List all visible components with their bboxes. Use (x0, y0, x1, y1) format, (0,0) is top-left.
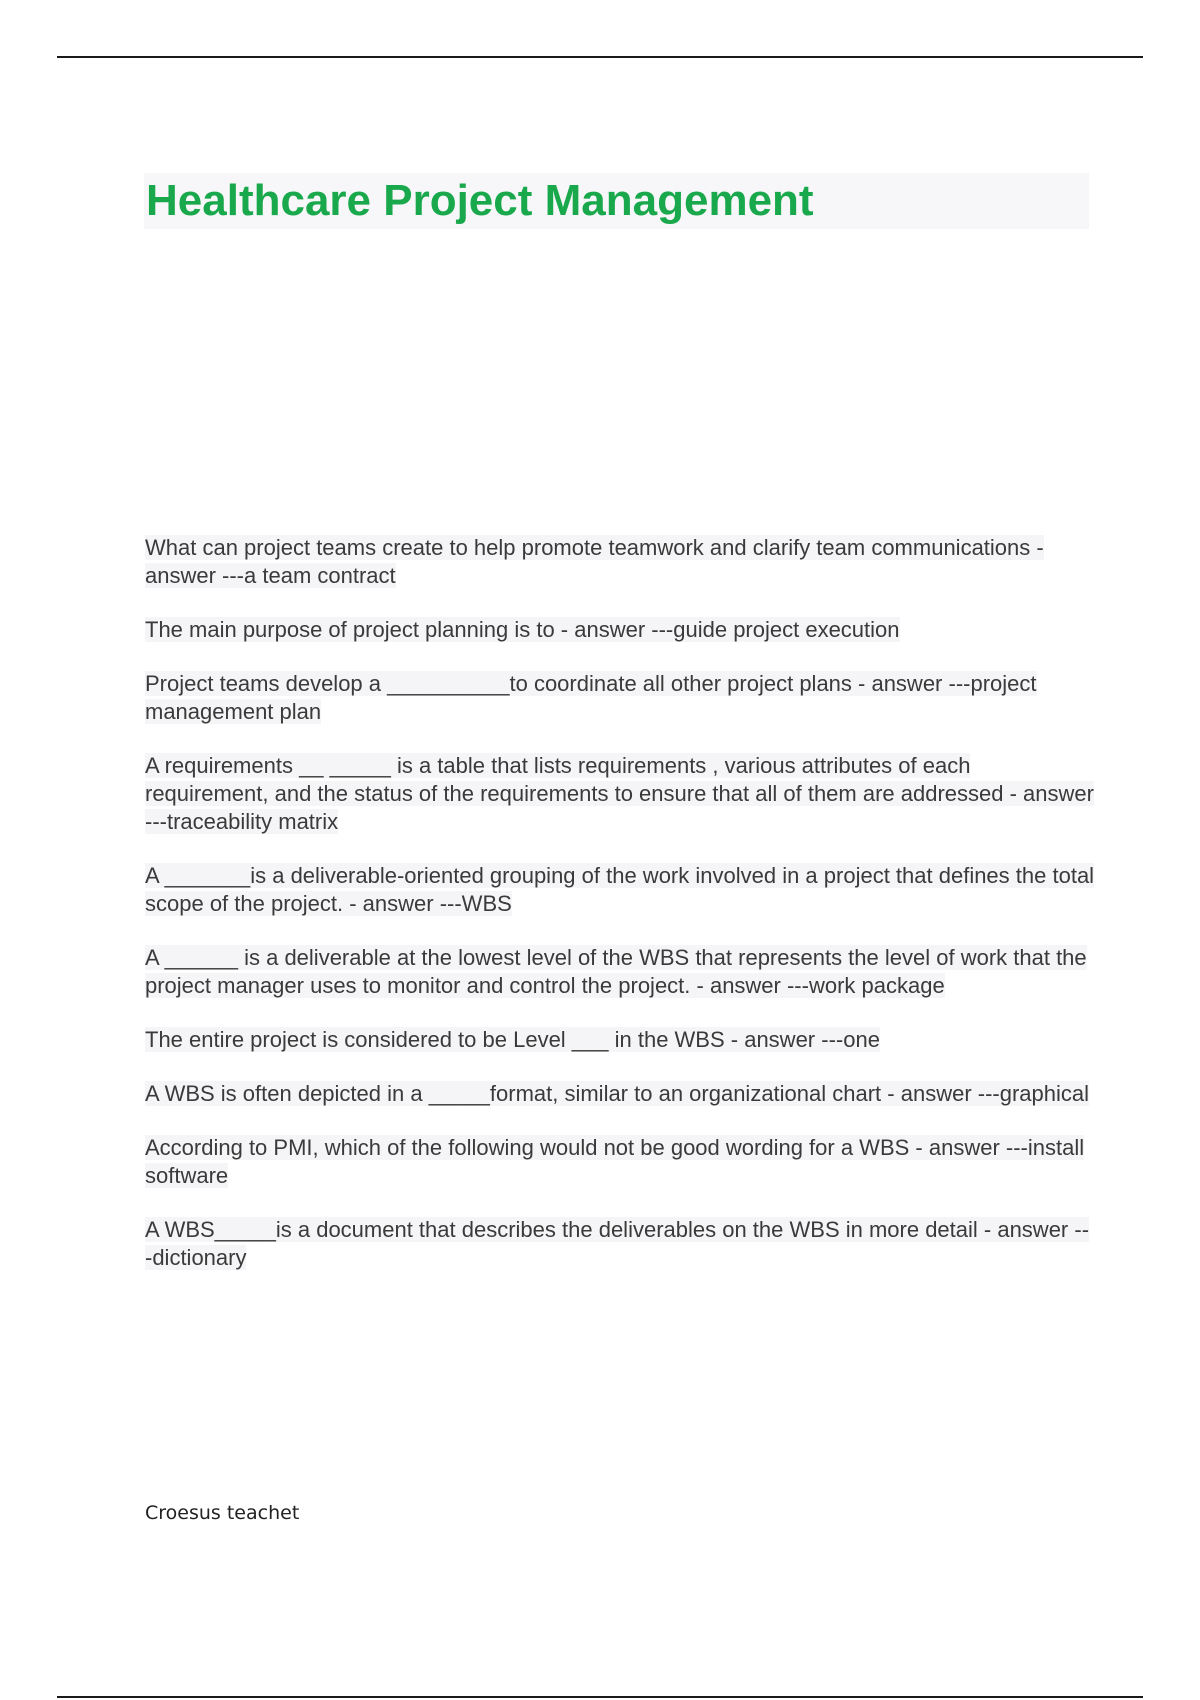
qa-item-6: A ______ is a deliverable at the lowest level of the WBS that represents the level of work that the project manager uses to monitor and control the project. - answer ---work package (145, 945, 1087, 998)
qa-item-9: According to PMI, which of the following would not be good wording for a WBS - answer ---install software (145, 1135, 1085, 1188)
qa-item-1: What can project teams create to help promote teamwork and clarify team communications - answer ---a team contract (145, 535, 1044, 588)
bottom-rule (57, 1696, 1143, 1698)
page-title: Healthcare Project Management (146, 176, 814, 225)
qa-item-4: A requirements __ _____ is a table that lists requirements , various attributes of each requirement, and the status of the requirements to ensure that all of them are addressed - answer ---traceability matrix (145, 753, 1094, 834)
qa-item-8: A WBS is often depicted in a _____format, similar to an organizational chart - answer ---graphical (145, 1081, 1090, 1106)
qa-list (145, 534, 1095, 1298)
qa-item-10: A WBS_____is a document that describes the deliverables on the WBS in more detail - answer ---dictionary (145, 1217, 1090, 1270)
qa-item-3: Project teams develop a __________to coordinate all other project plans - answer ---project management plan (145, 671, 1037, 724)
qa-item-5: A _______is a deliverable-oriented grouping of the work involved in a project that defines the total scope of the project. - answer ---WBS (145, 863, 1095, 916)
qa-item-7: The entire project is considered to be Level ___ in the WBS - answer ---one (145, 1027, 880, 1052)
qa-item-2: The main purpose of project planning is to - answer ---guide project execution (145, 617, 900, 642)
footer-text: Croesus teachet (145, 1502, 300, 1524)
top-rule (57, 56, 1143, 58)
